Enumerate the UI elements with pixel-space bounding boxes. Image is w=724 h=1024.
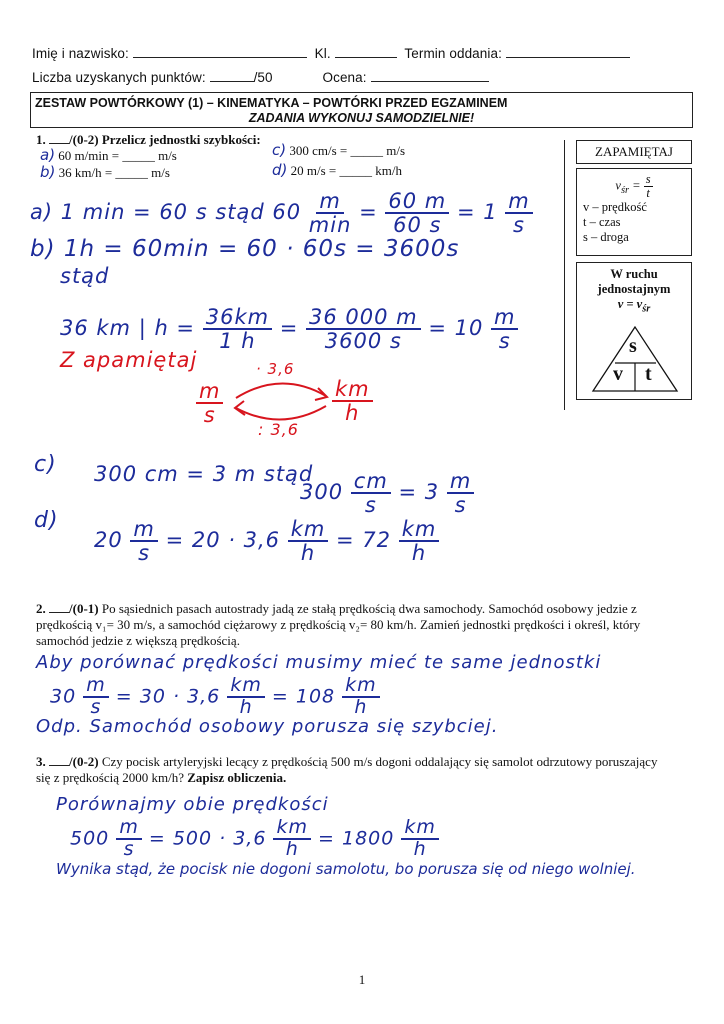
task1-header — [36, 130, 261, 148]
task3-hw-answer: Wynika stąd, że pocisk nie dogoni samolotu, bo porusza się od niego wolniej. — [56, 860, 636, 878]
points-max: /50 — [253, 70, 273, 85]
hw-b-stad: stąd — [60, 264, 110, 288]
name-row — [32, 44, 630, 61]
title-line-2: ZADANIA WYKONUJ SAMODZIELNIE! — [248, 111, 475, 125]
task1-letter-c: c) — [272, 141, 287, 159]
title-line-1: ZESTAW POWTÓRKOWY (1) – KINEMATYKA – POWTÓRKI PRZED EGZAMINEM — [35, 96, 508, 110]
unit-ms: $\frac{m}{s}$ — [196, 380, 223, 426]
deadline-label: Termin oddania: — [404, 46, 502, 61]
task1-number: 1. — [36, 132, 46, 147]
hw-d-line: 20 $\frac{m}{s}$ = 20 · 3,6 $\frac{km}{h}$ = 72 $\frac{km}{h}$ — [94, 518, 439, 564]
legend-v: v – prędkość — [583, 200, 647, 215]
task2-hw-answer: Odp. Samochód osobowy porusza się szybciej. — [36, 716, 499, 737]
uniform-formula: $v = v_{śr}$ — [617, 297, 651, 315]
task1-b-text: 36 km/h = _____ m/s — [58, 165, 170, 180]
task2-text: 2. /(0-1) Po sąsiednich pasach autostrady jadą ze stałą prędkością dwa samochody. Samochód osobowy jedzie z prędkością v₁= 30 m/s, a samochód ciężarowy z prędkością v₂= 80 km/h. Zamień jednostki prędkości i określ, który samochód jedzie z większą prędkością. — [36, 601, 641, 648]
class-field[interactable] — [335, 44, 397, 58]
task1-b — [40, 164, 170, 181]
arrow-bottom-label: : 3,6 — [258, 420, 299, 439]
formula-box — [576, 168, 692, 256]
task2-number: 2. — [36, 601, 46, 616]
uniform-title-1: W ruchu — [610, 267, 658, 281]
hw-c-result: 300 $\frac{cm}{s}$ = 3 $\frac{m}{s}$ — [300, 470, 474, 516]
sidebar-divider — [564, 140, 565, 410]
points-field[interactable] — [210, 68, 254, 82]
hw-b2-line: 36 km | h = $\frac{36km}{1 h}$ = $\frac{36 000 m}{3600 s}$ = 10 $\frac{m}{s}$ — [60, 306, 518, 352]
task3-hw-1: Porównajmy obie prędkości — [56, 794, 329, 815]
task2-hw-calc: 30 $\frac{m}{s}$ = 30 · 3,6 $\frac{km}{h}$ = 108 $\frac{km}{h}$ — [50, 676, 380, 718]
task1-letter-a: a) — [40, 146, 56, 164]
remember-title: ZAPAMIĘTAJ — [595, 144, 673, 159]
hw-d-letter: d) — [34, 508, 59, 533]
average-speed-formula: $v_{śr}$ = $\frac{s}{t}$ — [615, 172, 651, 201]
grade-field[interactable] — [371, 68, 489, 82]
legend-t: t – czas — [583, 215, 621, 230]
points-label: Liczba uzyskanych punktów: — [32, 70, 206, 85]
task1-letter-b: b) — [40, 163, 56, 181]
name-field[interactable] — [133, 44, 307, 58]
points-row — [32, 68, 489, 85]
uniform-title-2: jednostajnym — [597, 282, 671, 296]
hw-remember: Z apamiętaj — [60, 348, 198, 372]
triangle-t: t — [645, 363, 652, 385]
task1-d-text: 20 m/s = _____ km/h — [290, 163, 402, 178]
task3-number: 3. — [36, 754, 46, 769]
task1-a — [40, 147, 177, 164]
task1-a-text: 60 m/min = _____ m/s — [58, 148, 177, 163]
triangle-s: s — [629, 335, 637, 357]
hw-a-line: a) 1 min = 60 s stąd 60 $\frac{m}{\min}$ = $\frac{60 m}{60 s}$ = 1 $\frac{m}{s}$ — [30, 190, 533, 236]
task2-points: /(0-1) — [69, 601, 99, 616]
task2-hw-1: Aby porównać prędkości musimy mieć te same jednostki — [36, 652, 602, 673]
class-label: Kl. — [314, 46, 331, 61]
deadline-field[interactable] — [506, 44, 630, 58]
task1-score-field[interactable] — [49, 130, 69, 144]
arrow-top-label: · 3,6 — [256, 360, 295, 378]
task1-points: /(0-2) — [69, 132, 99, 147]
task1-c-text: 300 cm/s = _____ m/s — [289, 143, 406, 158]
triangle-v: v — [613, 363, 623, 385]
unit-kmh: $\frac{km}{h}$ — [332, 378, 373, 424]
task1-c — [272, 142, 405, 159]
legend-s: s – droga — [583, 230, 629, 245]
task1-letter-d: d) — [272, 161, 288, 179]
task3-hw-calc: 500 $\frac{m}{s}$ = 500 · 3,6 $\frac{km}{h}$ = 1800 $\frac{km}{h}$ — [70, 818, 439, 860]
task2-score-field[interactable] — [49, 599, 69, 613]
uniform-motion-box — [576, 262, 692, 400]
title-box — [30, 92, 693, 128]
hw-c-line: 300 cm = 3 m stąd — [94, 462, 314, 486]
hw-b-line: b) 1h = 60min = 60 · 60s = 3600s — [30, 236, 460, 262]
task3-score-field[interactable] — [49, 752, 69, 766]
remember-box — [576, 140, 692, 164]
task1-d — [272, 162, 402, 179]
grade-label: Ocena: — [322, 70, 367, 85]
task3-points: /(0-2) — [69, 754, 99, 769]
page-number: 1 — [358, 972, 366, 987]
task1-instruction: Przelicz jednostki szybkości: — [101, 132, 261, 147]
name-label: Imię i nazwisko: — [32, 46, 129, 61]
task3-text: 3. /(0-2) Czy pocisk artyleryjski lecący z prędkością 500 m/s dogoni oddalający się samolot odrzutowy poruszający się z prędkością 2000 km/h? Zapisz obliczenia. — [36, 754, 658, 785]
hw-c-letter: c) — [34, 452, 57, 477]
